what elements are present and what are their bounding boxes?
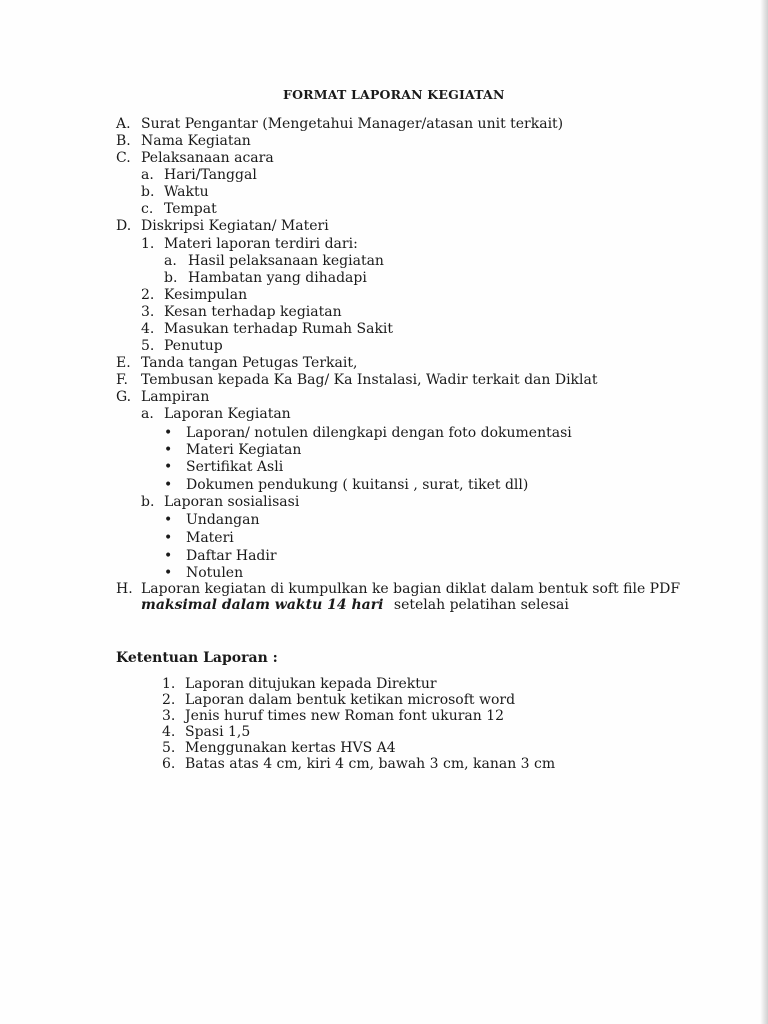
format-item-text: Laporan kegiatan di kumpulkan ke bagian diklat dalam bentuk soft file PDF bbox=[141, 581, 681, 597]
format-item-text: Lampiran bbox=[141, 389, 210, 405]
format-item-text: Materi bbox=[186, 530, 234, 546]
format-item-text: Hari/Tanggal bbox=[164, 167, 257, 183]
format-item-label: 5. bbox=[141, 338, 155, 354]
format-item-text: Nama Kegiatan bbox=[141, 133, 251, 149]
format-item-label: • bbox=[164, 530, 173, 546]
format-item-label: b. bbox=[164, 270, 178, 286]
format-item-text: Tempat bbox=[164, 201, 217, 217]
ketentuan-item-number: 3. bbox=[162, 708, 176, 724]
format-item-text: Penutup bbox=[164, 338, 223, 354]
ketentuan-heading: Ketentuan Laporan : bbox=[116, 650, 278, 666]
format-item-label: • bbox=[164, 425, 173, 441]
ketentuan-item-number: 4. bbox=[162, 724, 176, 740]
format-item-text: Hasil pelaksanaan kegiatan bbox=[188, 253, 384, 269]
ketentuan-item-text: Spasi 1,5 bbox=[185, 724, 251, 740]
format-item-text: Dokumen pendukung ( kuitansi , surat, tiket dll) bbox=[186, 477, 529, 493]
format-item-label: a. bbox=[141, 167, 154, 183]
format-item-label: 1. bbox=[141, 236, 155, 252]
format-item-label: D. bbox=[116, 218, 132, 234]
format-item-text: Hambatan yang dihadapi bbox=[188, 270, 367, 286]
item-h-continuation bbox=[141, 597, 569, 614]
format-item-label: c. bbox=[141, 201, 154, 217]
format-item-label: G. bbox=[116, 389, 132, 405]
format-item-label: F. bbox=[116, 372, 128, 388]
format-item-text: Tembusan kepada Ka Bag/ Ka Instalasi, Wadir terkait dan Diklat bbox=[141, 372, 598, 388]
ketentuan-item-number: 5. bbox=[162, 740, 176, 756]
format-item-label: C. bbox=[116, 150, 131, 166]
format-item-text: Pelaksanaan acara bbox=[141, 150, 274, 166]
format-item-text: Surat Pengantar (Mengetahui Manager/atasan unit terkait) bbox=[141, 116, 564, 132]
format-item-label: • bbox=[164, 548, 173, 564]
format-item-text: Materi laporan terdiri dari: bbox=[164, 236, 358, 252]
format-item-label: • bbox=[164, 442, 173, 458]
scan-edge-shadow bbox=[760, 0, 768, 1024]
format-item-label: • bbox=[164, 565, 173, 581]
format-item-label: • bbox=[164, 477, 173, 493]
format-item-text: Kesimpulan bbox=[164, 287, 248, 303]
format-item-label: E. bbox=[116, 355, 131, 371]
format-item-text: Diskripsi Kegiatan/ Materi bbox=[141, 218, 329, 234]
format-item-label: 2. bbox=[141, 287, 155, 303]
page-title: FORMAT LAPORAN KEGIATAN bbox=[283, 87, 505, 102]
format-item-text: Waktu bbox=[164, 184, 209, 200]
format-item-text: Materi Kegiatan bbox=[186, 442, 302, 458]
format-item-text: Undangan bbox=[186, 512, 260, 528]
format-item-label: B. bbox=[116, 133, 131, 149]
ketentuan-item-number: 2. bbox=[162, 692, 176, 708]
format-item-text: Laporan sosialisasi bbox=[164, 494, 300, 510]
format-item-text: Daftar Hadir bbox=[186, 548, 277, 564]
format-item-text: Laporan/ notulen dilengkapi dengan foto dokumentasi bbox=[186, 425, 572, 441]
format-item-text: Sertifikat Asli bbox=[186, 459, 284, 475]
ketentuan-item-text: Laporan ditujukan kepada Direktur bbox=[185, 676, 437, 692]
ketentuan-item-text: Menggunakan kertas HVS A4 bbox=[185, 740, 396, 756]
ketentuan-item-text: Batas atas 4 cm, kiri 4 cm, bawah 3 cm, kanan 3 cm bbox=[185, 756, 556, 772]
format-item-text: Masukan terhadap Rumah Sakit bbox=[164, 321, 394, 337]
ketentuan-item-text: Jenis huruf times new Roman font ukuran 12 bbox=[185, 708, 505, 724]
format-item-label: H. bbox=[116, 581, 133, 597]
format-item-text: Tanda tangan Petugas Terkait, bbox=[141, 355, 358, 371]
ketentuan-item-number: 6. bbox=[162, 756, 176, 772]
format-item-text: Kesan terhadap kegiatan bbox=[164, 304, 342, 320]
format-item-text: Laporan Kegiatan bbox=[164, 406, 291, 422]
ketentuan-item-text: Laporan dalam bentuk ketikan microsoft word bbox=[185, 692, 516, 708]
format-item-label: 3. bbox=[141, 304, 155, 320]
format-item-label: a. bbox=[164, 253, 177, 269]
format-item-label: b. bbox=[141, 494, 155, 510]
deadline-rest: setelah pelatihan selesai bbox=[393, 597, 569, 613]
format-item-label: A. bbox=[116, 116, 131, 132]
format-item-label: 4. bbox=[141, 321, 155, 337]
ketentuan-item-number: 1. bbox=[162, 676, 176, 692]
format-item-label: • bbox=[164, 512, 173, 528]
deadline-emphasis: maksimal dalam waktu 14 hari bbox=[141, 597, 384, 613]
format-item-label: b. bbox=[141, 184, 155, 200]
format-item-text: Notulen bbox=[186, 565, 244, 581]
format-item-label: a. bbox=[141, 406, 154, 422]
format-item-label: • bbox=[164, 459, 173, 475]
